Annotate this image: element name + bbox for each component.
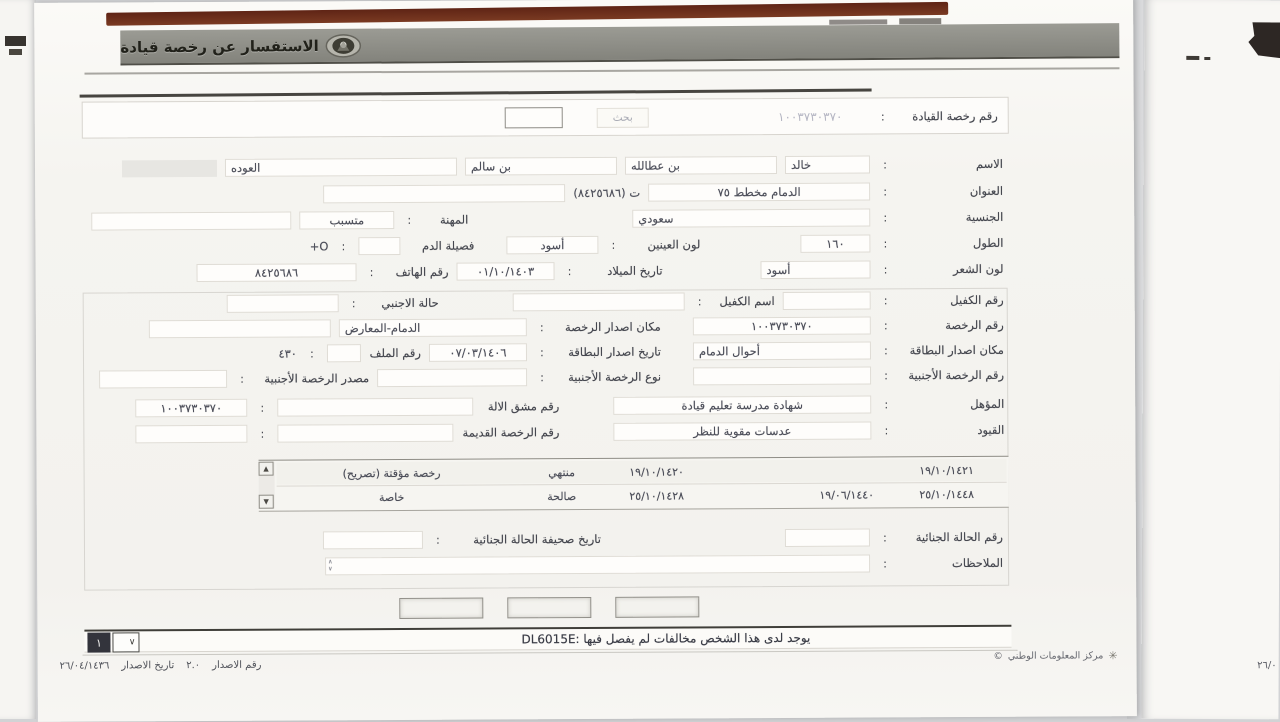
action-buttons (399, 596, 699, 619)
colon: : (879, 318, 893, 332)
status-cell: صالحة (517, 489, 607, 502)
colon: : (878, 262, 892, 276)
traffic-department-emblem-icon (325, 31, 363, 59)
colon: : (879, 368, 893, 382)
sponsor-name-label: اسم الكفيل (715, 294, 775, 308)
foreign-license-source-field[interactable] (99, 370, 227, 389)
hair-color-field[interactable]: أسود (760, 261, 870, 280)
status-cell: منتهي (517, 465, 607, 478)
blood-type-value: O+ (310, 239, 329, 253)
colon: : (878, 530, 892, 544)
license-extra-field[interactable] (149, 319, 331, 338)
card-issue-date-field[interactable]: ٠٧/٠٣/١٤٠٦ (429, 343, 527, 362)
address-extra-field[interactable] (323, 184, 565, 203)
renewal-date-cell: ١٩/٠٦/١٤٤٠ (797, 488, 897, 502)
qualification-field[interactable]: شهادة مدرسة تعليم قيادة (613, 396, 871, 415)
colon: : (879, 293, 893, 307)
window-title-bar (120, 23, 1119, 65)
page-number-badge: ١ (87, 632, 110, 652)
action-button-1[interactable] (399, 598, 483, 619)
license-history-table (259, 456, 1009, 512)
blood-type-label: فصيلة الدم (408, 239, 474, 253)
violation-message: DL6015E: يوجد لدى هذا الشخص مخالفات لم يفصل فيها (521, 631, 810, 647)
restrictions-label: القيود (901, 423, 1004, 438)
restrictions-row (89, 420, 1004, 445)
issue-date-cell: ٢٥/١٠/١٤٢٨ (607, 489, 707, 503)
foreign-license-no-label: رقم الرخصة الأجنبية (901, 368, 1004, 383)
colon: : (878, 210, 892, 224)
spacer (609, 538, 777, 539)
license-type-cell: خاصة (277, 490, 507, 504)
blood-type-extra-field[interactable] (358, 237, 400, 255)
scanned-page (34, 0, 1137, 722)
colon: : (878, 556, 892, 570)
foreign-license-row (89, 365, 1004, 390)
colon: : (255, 401, 269, 415)
colon: : (535, 320, 549, 334)
org-emblem-icon: ✳ (1108, 649, 1117, 662)
height-field[interactable]: ١٦٠ (800, 235, 870, 253)
qualification-label: المؤهل (901, 397, 1004, 412)
copyright-symbol: © (993, 651, 1003, 662)
expiry-date-cell: ٢٥/١٠/١٤٤٨ (897, 487, 997, 501)
colon: : (431, 533, 445, 547)
issue-date-value: ٢٦/٠٤/١٤٣٦ (60, 660, 110, 671)
page-dropdown[interactable] (112, 632, 139, 652)
colon: : (365, 265, 379, 279)
colon: : (535, 345, 549, 359)
file-no-label: رقم الملف (369, 346, 421, 360)
spacer (476, 219, 624, 220)
violation-message-bar (84, 625, 1011, 653)
machine-no-extra-field[interactable] (277, 398, 473, 417)
version-value: ٢.٠ (186, 660, 200, 671)
birth-date-field[interactable]: ٠١/١٠/١٤٠٣ (456, 262, 554, 281)
colon: : (879, 423, 893, 437)
criminal-no-field[interactable] (785, 529, 870, 547)
restrictions-field[interactable]: عدسات مقوية للنظر (613, 422, 871, 441)
foreign-license-type-label: نوع الرخصة الأجنبية (557, 370, 661, 385)
qualification-row (89, 394, 1004, 419)
birth-date-label: تاريخ الميلاد (585, 264, 663, 278)
license-type-cell: رخصة مؤقتة (تصريح) (277, 466, 507, 480)
criminal-date-label: تاريخ صحيفة الحالة الجنائية (453, 532, 601, 547)
org-name: مركز المعلومات الوطني (1008, 650, 1104, 662)
name-row (88, 154, 1003, 179)
footer-org-info (958, 649, 1118, 663)
colon: : (879, 343, 893, 357)
colon: : (563, 264, 577, 278)
chevron-down-icon: ∨ (129, 637, 136, 647)
address-label: العنوان (900, 184, 1003, 199)
card-issue-date-label: تاريخ اصدار البطاقة (557, 345, 661, 360)
machine-no-field[interactable]: ١٠٠٣٧٣٠٣٧٠ (135, 399, 247, 418)
father-name-field[interactable]: بن عطالله (625, 156, 777, 175)
scan-mark (1186, 56, 1199, 60)
license-no-label: رقم الرخصة (901, 318, 1004, 333)
page-selector (87, 632, 139, 652)
old-license-no-extra-field[interactable] (277, 424, 453, 443)
page-title: الاستفسار عن رخصة قيادة (120, 37, 319, 56)
machine-no-label: رقم مشق الالة (481, 399, 559, 413)
clipped-text-remnant (899, 18, 941, 24)
colon: : (878, 157, 892, 171)
colon: : (347, 296, 361, 310)
card-issue-place-label: مكان اصدار البطاقة (901, 343, 1004, 358)
foreign-license-no-field[interactable] (693, 367, 871, 386)
search-button[interactable]: بحث (597, 107, 649, 127)
license-issue-place-label: مكان اصدار الرخصة (557, 320, 661, 335)
family-name-field[interactable]: العوده (225, 158, 457, 177)
file-no-extra-field[interactable] (327, 344, 361, 362)
occupation-field[interactable]: متسبب (299, 211, 394, 229)
sponsor-name-field[interactable] (513, 292, 685, 311)
colon: : (879, 397, 893, 411)
colon: : (305, 346, 319, 360)
hair-row (88, 259, 1003, 284)
card-row (89, 340, 1004, 365)
foreign-license-type-field[interactable] (377, 368, 527, 387)
address-field[interactable]: الدمام مخطط ٧٥ (648, 183, 870, 202)
eye-color-field[interactable]: أسود (506, 236, 598, 254)
sponsor-row (89, 290, 1004, 315)
scan-smudge (122, 159, 217, 176)
search-input[interactable] (505, 107, 563, 128)
eye-color-label: لون العينين (628, 237, 700, 251)
first-name-field[interactable]: خالد (785, 156, 870, 174)
license-number-row (89, 315, 1004, 340)
spinner-up-icon[interactable]: ∧ (328, 560, 332, 567)
sponsor-no-label: رقم الكفيل (901, 293, 1004, 308)
nationality-label: الجنسية (900, 210, 1003, 225)
sponsor-no-field[interactable] (783, 292, 871, 310)
license-issue-place-field[interactable]: الدمام-المعارض (339, 318, 527, 337)
card-issue-place-field[interactable]: أحوال الدمام (693, 342, 871, 361)
license-number-label: رقم رخصة القيادة (898, 108, 998, 123)
grandfather-name-field[interactable]: بن سالم (465, 157, 617, 176)
scroll-up-button[interactable]: ▲ (259, 462, 274, 476)
colon: : (693, 294, 707, 308)
nationality-row (88, 207, 1003, 232)
fragment-footer-text: ٢٦/٠ (1257, 660, 1277, 671)
phone-label: رقم الهاتف (387, 265, 449, 279)
nationality-field[interactable]: سعودي (632, 209, 870, 228)
criminal-no-label: رقم الحالة الجنائية (900, 530, 1003, 545)
action-button-3[interactable] (615, 596, 699, 617)
issue-date-cell: ١٩/١٠/١٤٢٠ (607, 465, 707, 479)
license-details-form (82, 146, 1011, 453)
occupation-extra-field[interactable] (91, 212, 291, 231)
scan-mark (9, 49, 22, 55)
criminal-date-field[interactable] (323, 531, 423, 550)
file-no-value: ٤٣٠ (278, 347, 297, 361)
scroll-down-button[interactable]: ▼ (259, 495, 274, 509)
scan-mark (1248, 22, 1280, 58)
table-row[interactable] (277, 482, 1007, 509)
license-number-echo: ١٠٠٣٧٣٠٣٧٠ (753, 109, 868, 124)
old-license-no-field[interactable] (135, 425, 247, 444)
notes-spinner[interactable] (328, 558, 332, 574)
right-page-fragment (1141, 0, 1280, 719)
occupation-label: المهنة (424, 213, 468, 227)
colon: : (878, 184, 892, 198)
scan-mark (5, 36, 26, 46)
foreign-license-source-label: مصدر الرخصة الأجنبية (257, 371, 369, 386)
name-label: الاسم (900, 157, 1003, 172)
address-phone-text: ت (٨٤٢٥٦٨٦) (573, 186, 640, 200)
colon: : (535, 370, 549, 384)
spinner-down-icon[interactable]: ∨ (328, 566, 332, 573)
height-row (88, 233, 1003, 258)
version-label: رقم الاصدار (212, 660, 261, 671)
old-license-no-label: رقم الرخصة القديمة (461, 425, 559, 440)
scan-mark (1204, 57, 1210, 60)
foreigner-status-field[interactable] (227, 294, 339, 313)
divider (84, 67, 1119, 74)
address-row (88, 181, 1003, 206)
issue-date-label: تاريخ الاصدار (121, 660, 174, 671)
hair-color-label: لون الشعر (900, 262, 1003, 277)
license-search-panel (82, 97, 1009, 139)
action-button-2[interactable] (507, 597, 591, 618)
table-row[interactable] (277, 459, 1007, 485)
colon: : (255, 427, 269, 441)
license-no-field[interactable]: ١٠٠٣٧٣٠٣٧٠ (693, 317, 871, 336)
colon: : (336, 239, 350, 253)
scan-artifact-line (80, 88, 872, 97)
height-label: الطول (900, 236, 1003, 251)
colon: : (878, 236, 892, 250)
colon: : (235, 372, 249, 386)
foreigner-status-label: حالة الاجنبي (369, 296, 439, 310)
footer-version-info (60, 660, 262, 672)
table-scrollbar[interactable] (259, 462, 275, 509)
notes-label: الملاحظات (900, 556, 1003, 571)
colon: : (876, 109, 890, 123)
colon: : (606, 238, 620, 252)
renewal-date-cell (797, 470, 897, 471)
notes-field[interactable] (325, 555, 870, 576)
left-page-fragment (0, 0, 36, 719)
page-edge-strip (106, 2, 948, 26)
expiry-date-cell: ١٩/١٠/١٤٢١ (897, 463, 997, 477)
colon: : (402, 213, 416, 227)
phone-field[interactable]: ٨٤٢٥٦٨٦ (196, 263, 356, 282)
